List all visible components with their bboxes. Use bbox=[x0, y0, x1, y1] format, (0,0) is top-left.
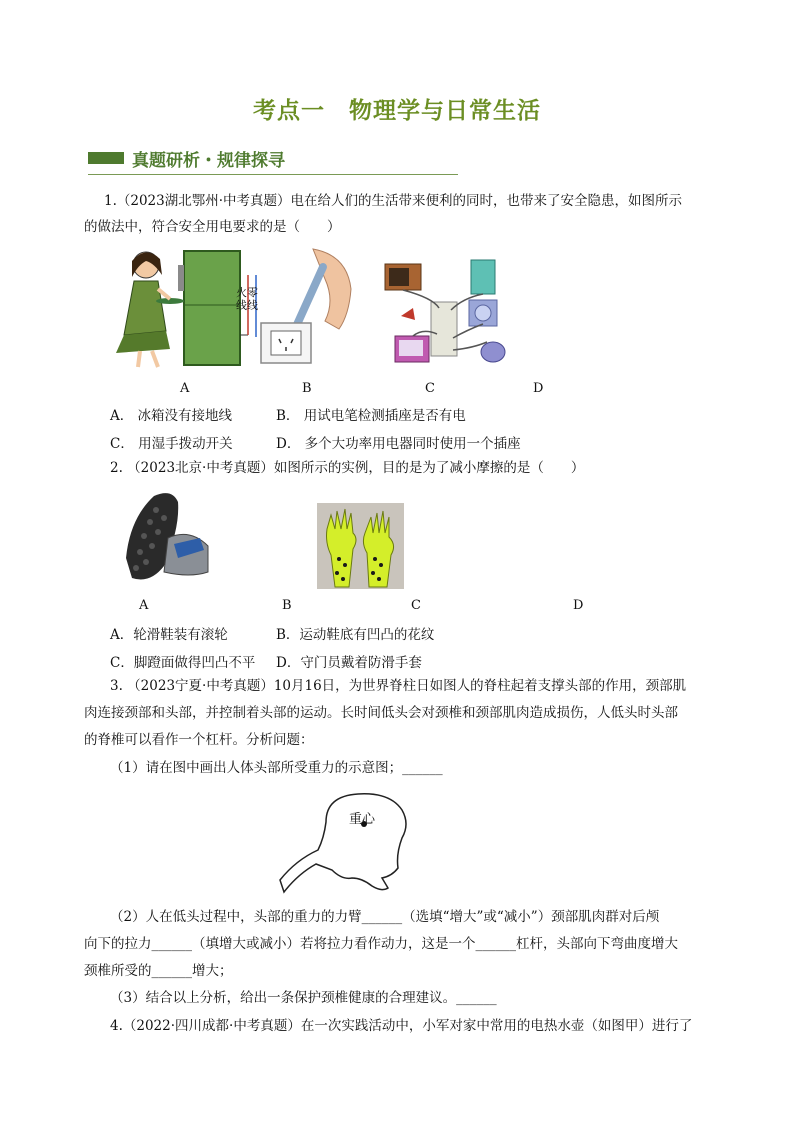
q3-sub2-line3: 颈椎所受的______增大； bbox=[84, 963, 233, 979]
q2-label-c: C bbox=[411, 598, 421, 613]
q3-head-diagram bbox=[278, 788, 418, 898]
q1-line1: 1.（2023湖北鄂州·中考真题）电在给人们的生活带来便利的同时，也带来了安全隐患，如图所示 bbox=[104, 193, 683, 209]
q1-option-a[interactable]: A． 冰箱没有接地线 bbox=[110, 408, 233, 424]
q1-wire-label-1: 火零 bbox=[236, 286, 258, 299]
q1-line2: 的做法中，符合安全用电要求的是（ ） bbox=[84, 219, 341, 235]
page-title: 考点一 物理学与日常生活 bbox=[253, 98, 541, 124]
q2-option-b[interactable]: B．运动鞋底有凹凸的花纹 bbox=[276, 627, 435, 643]
q3-sub3: （3）结合以上分析，给出一条保护颈椎健康的合理建议。______ bbox=[110, 990, 497, 1006]
q3-line2: 肉连接颈部和头部，并控制着头部的运动。长时间低头会对颈椎和颈部肌肉造成损伤，人低头时头部 bbox=[84, 705, 678, 721]
q1-option-b[interactable]: B． 用试电笔检测插座是否有电 bbox=[276, 408, 466, 424]
q1-label-c: C bbox=[425, 381, 435, 396]
q1-image-b bbox=[255, 245, 365, 365]
q2-label-a: A bbox=[139, 598, 149, 613]
q3-line3: 的脊椎可以看作一个杠杆。分析问题： bbox=[84, 732, 314, 748]
q3-line1: 3. （2023宁夏·中考真题）10月16日，为世界脊柱日如图人的脊柱起着支撑头部的作用，颈部肌 bbox=[110, 678, 687, 694]
q3-sub2-line2: 向下的拉力______（填增大或减小）若将拉力看作动力，这是一个______杠杆，头部向下弯曲度增大 bbox=[84, 936, 678, 952]
q1-label-b: B bbox=[302, 381, 312, 396]
q2-label-d: D bbox=[573, 598, 584, 613]
q2-image-shoe bbox=[120, 488, 210, 584]
q4-line1: 4.（2022·四川成都·中考真题）在一次实践活动中，小军对家中常用的电热水壶（如图甲）进行了 bbox=[110, 1018, 693, 1034]
q1-option-c[interactable]: C． 用湿手拨动开关 bbox=[110, 436, 233, 452]
q2-option-c[interactable]: C．脚蹬面做得凹凸不平 bbox=[110, 655, 256, 671]
q2-image-gloves bbox=[317, 503, 404, 589]
section-marker bbox=[88, 152, 124, 164]
q1-label-d: D bbox=[533, 381, 544, 396]
q2-option-d[interactable]: D．守门员戴着防滑手套 bbox=[276, 655, 422, 671]
q1-image-c bbox=[383, 258, 518, 370]
q3-center-label: 重心 bbox=[349, 812, 376, 827]
q1-option-d[interactable]: D． 多个大功率用电器同时使用一个插座 bbox=[276, 436, 521, 452]
section-divider bbox=[88, 174, 458, 175]
q3-sub2-line1: （2）人在低头过程中，头部的重力的力臂______（选填“增大”或“减小”）颈部肌肉群对后颅 bbox=[110, 909, 660, 925]
q2-label-b: B bbox=[282, 598, 292, 613]
q1-wire-label-2: 线线 bbox=[236, 299, 258, 312]
q2-option-a[interactable]: A．轮滑鞋装有滚轮 bbox=[110, 627, 228, 643]
section-title: 真题研析・规律探寻 bbox=[132, 151, 285, 171]
q3-sub1: （1）请在图中画出人体头部所受重力的示意图；______ bbox=[110, 760, 443, 776]
q2-line1: 2. （2023北京·中考真题）如图所示的实例，目的是为了减小摩擦的是（ ） bbox=[110, 460, 585, 476]
q1-label-a: A bbox=[180, 381, 190, 396]
